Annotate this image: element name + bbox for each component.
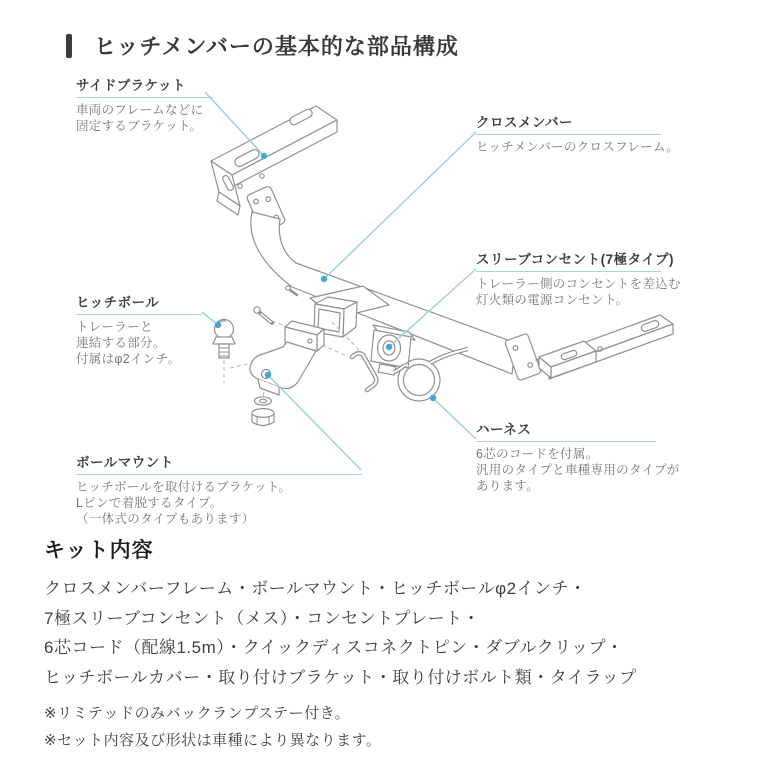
part-desc-line: 灯火類の電源コンセント。: [476, 293, 629, 307]
right-side-bracket-drawing: [536, 315, 673, 379]
part-name: ヒッチボール: [76, 291, 202, 315]
part-name: ハーネス: [476, 418, 656, 442]
callout-dot: [430, 395, 436, 401]
label-side-bracket: [76, 74, 213, 134]
note-line: ※セット内容及び形状は車種により異なります。: [44, 732, 382, 749]
part-desc-line: 6芯のコードを付属。: [476, 447, 599, 461]
note-line: ※リミテッドのみバックランプステー付き。: [44, 705, 351, 722]
kit-line: ヒッチボールカバー・取り付けブラケット・取り付けボルト類・タイラップ: [44, 667, 637, 687]
label-cross-member: [476, 111, 679, 155]
page-title: ヒッチメンバーの基本的な部品構成: [94, 34, 459, 59]
callout-dot: [265, 372, 271, 378]
kit-line: クロスメンバーフレーム・ボールマウント・ヒッチボールφ2インチ・: [44, 579, 587, 598]
sleeve-outlet-drawing: [371, 325, 415, 375]
part-desc-line: （一体式のタイプもあります）: [76, 512, 255, 526]
part-desc-line: 車両のフレームなどに: [76, 103, 204, 117]
kit-line: 7極スリーブコンセント（メス）・コンセントプレート・: [44, 608, 481, 628]
label-hitch-ball: [76, 291, 202, 367]
part-desc-line: ヒッチメンバーのクロスフレーム。: [476, 140, 679, 154]
part-desc-line: あります。: [476, 479, 540, 493]
kit-contents-heading: キット内容: [44, 539, 154, 562]
part-desc-line: 汎用のタイプと車種専用のタイプが: [476, 463, 680, 477]
part-name: スリーブコンセント(7極タイプ): [476, 248, 661, 272]
label-sleeve-outlet: [476, 248, 681, 308]
part-desc-line: トレーラー側のコンセントを差込む: [476, 277, 681, 291]
part-name: サイドブラケット: [76, 74, 213, 98]
kit-contents-section: [44, 534, 754, 692]
callout-dot: [215, 322, 221, 328]
part-desc-line: 固定するブラケット。: [76, 119, 203, 133]
part-desc-line: 連結する部分。: [76, 336, 166, 350]
part-desc-line: 付属はφ2インチ。: [76, 352, 181, 366]
part-desc-line: トレーラーと: [76, 320, 153, 334]
callout-dot: [386, 344, 392, 350]
part-name: クロスメンバー: [476, 111, 661, 135]
nut-drawing: [252, 409, 274, 426]
callout-dot: [321, 276, 327, 282]
kit-line: 6芯コード（配線1.5m）・クイックディスコネクトピン・ダブルクリップ・: [44, 638, 624, 657]
notes-section: [44, 700, 754, 754]
part-name: ボールマウント: [76, 451, 362, 475]
callout-dot: [261, 153, 267, 159]
ball-mount-drawing: [250, 321, 324, 395]
label-harness: [476, 418, 680, 494]
label-ball-mount: [76, 451, 362, 527]
part-desc-line: Lピンで着脱するタイプ。: [76, 496, 223, 510]
part-desc-line: ヒッチボールを取付けるブラケット。: [76, 480, 292, 494]
washer-drawing: [255, 397, 272, 405]
quick-disconnect-pin-drawing: [254, 307, 272, 323]
